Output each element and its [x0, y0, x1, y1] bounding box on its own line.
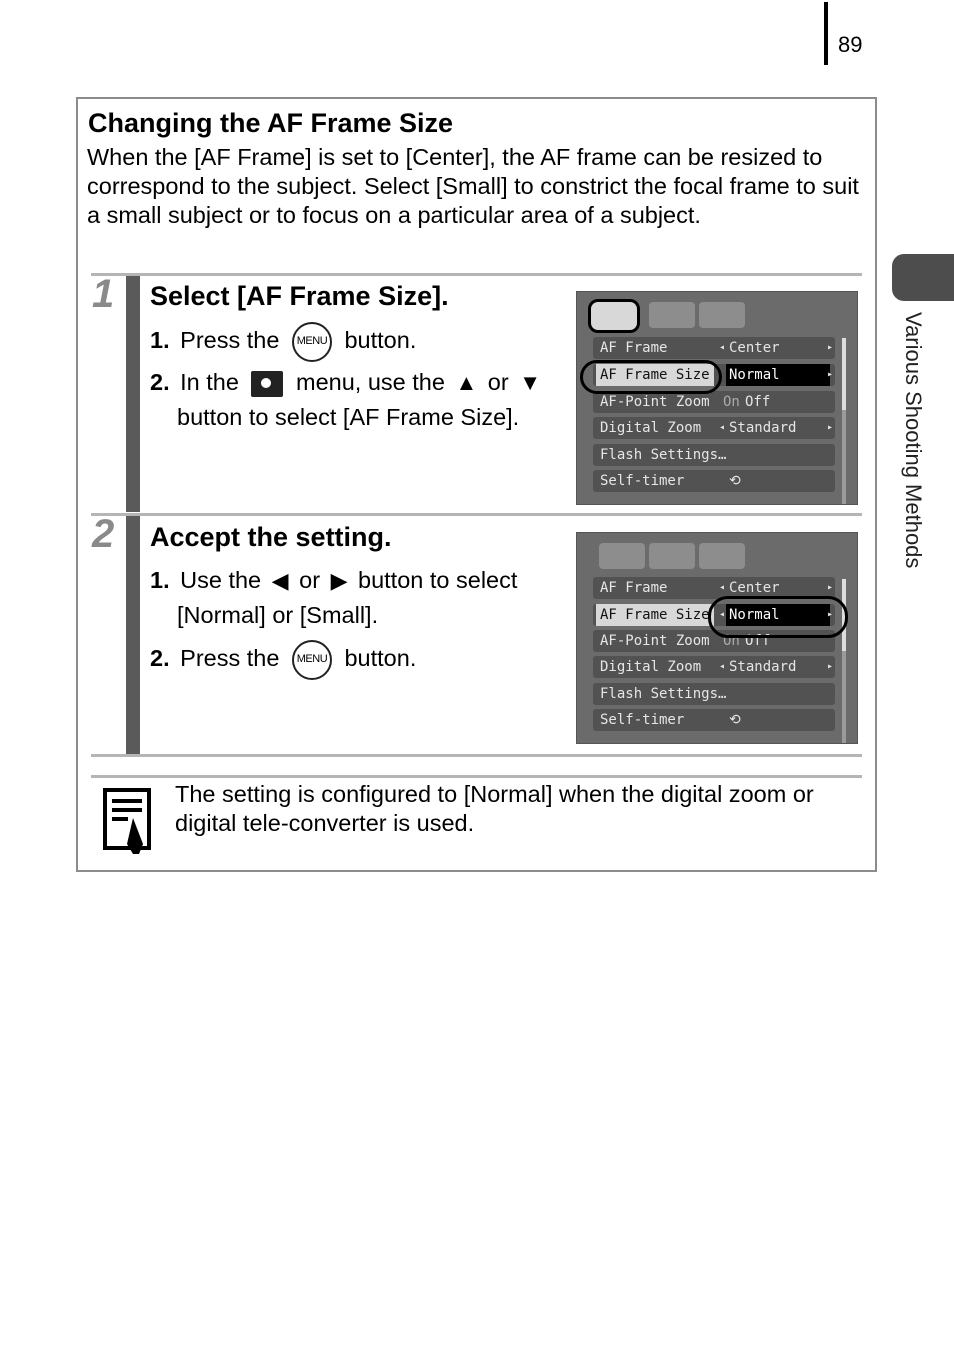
chevron-left-icon: ◂	[719, 422, 726, 433]
row-value: Off	[745, 633, 771, 649]
divider	[91, 754, 862, 757]
chevron-left-icon: ◂	[719, 582, 726, 593]
chevron-right-icon: ▸	[826, 661, 833, 672]
menu-button-icon: MENU	[292, 640, 332, 680]
item-text: In the	[180, 369, 239, 395]
menu-row	[593, 337, 835, 359]
item-text: menu, use the	[296, 369, 445, 395]
row-label: Digital Zoom	[600, 659, 702, 675]
mycamera-tab-icon	[699, 543, 745, 569]
item-number: 2.	[150, 369, 170, 395]
item-text: button.	[344, 327, 417, 354]
row-label: AF Frame	[600, 340, 668, 356]
setup-tab-icon	[649, 543, 695, 569]
box-title: Changing the AF Frame Size	[88, 108, 454, 138]
divider	[91, 513, 862, 516]
chevron-left-icon: ◂	[719, 609, 726, 620]
step-bar	[126, 276, 140, 512]
row-label: Flash Settings…	[600, 686, 727, 702]
row-label: AF Frame Size	[596, 604, 714, 626]
row-label: AF-Point Zoom	[600, 633, 710, 649]
menu-button-icon: MENU	[292, 322, 332, 362]
step-title: Accept the setting.	[150, 522, 392, 552]
item-text: Press the	[180, 645, 280, 672]
menu-row	[593, 683, 835, 705]
camera-tab-icon	[588, 299, 640, 333]
step-bar	[126, 516, 140, 754]
camera-tab-icon	[599, 543, 645, 569]
camera-screen-2	[576, 532, 858, 744]
highlight-ring	[580, 360, 722, 394]
item-text: button to select	[358, 567, 518, 593]
highlight-ring	[708, 596, 848, 638]
menu-row	[593, 417, 835, 439]
row-value: Normal	[726, 364, 830, 386]
scrollbar	[842, 338, 846, 505]
instruction-item	[150, 366, 545, 399]
row-label: AF Frame Size	[596, 364, 714, 386]
divider	[91, 273, 862, 276]
chevron-left-icon: ◂	[719, 342, 726, 353]
note-icon	[103, 788, 151, 856]
item-number: 2.	[150, 645, 170, 672]
mycamera-tab-icon	[699, 302, 745, 328]
item-text: Use the	[180, 567, 262, 593]
item-text: or	[487, 369, 509, 395]
instruction-item	[150, 564, 517, 597]
step-number: 1	[92, 272, 115, 316]
row-value: Normal	[726, 604, 830, 626]
chevron-right-icon: ▸	[826, 342, 833, 353]
step-number: 2	[92, 512, 115, 556]
item-number: 1.	[150, 327, 170, 354]
item-text: Press the	[180, 327, 280, 354]
self-timer-icon: ⟲	[729, 473, 741, 489]
item-continuation: button to select [AF Frame Size].	[177, 404, 520, 430]
note-text: The setting is configured to [Normal] when the digital zoom or digital tele-converter is used.	[175, 781, 814, 836]
row-value: Center	[729, 580, 780, 596]
chevron-right-icon: ▸	[826, 369, 833, 380]
item-text: button.	[344, 645, 417, 672]
setup-tab-icon	[649, 302, 695, 328]
camera-screen-1	[576, 291, 858, 505]
menu-row	[593, 709, 835, 731]
section-tab	[892, 254, 954, 301]
menu-row	[593, 470, 835, 492]
row-label: Digital Zoom	[600, 420, 702, 436]
menu-row	[593, 391, 835, 413]
self-timer-icon: ⟲	[729, 712, 741, 728]
camera-menu-icon	[251, 371, 283, 397]
row-label: Self-timer	[600, 473, 685, 489]
chevron-right-icon: ▸	[826, 609, 833, 620]
down-arrow-icon: ▼	[519, 370, 541, 395]
instruction-item	[150, 640, 416, 680]
row-label: Self-timer	[600, 712, 685, 728]
box-description: When the [AF Frame] is set to [Center], the AF frame can be resized to correspond to the subject. Select [Small] to constrict the focal frame to suit a small subject or to focus on a particular area of a subject.	[87, 144, 859, 228]
menu-row	[593, 444, 835, 466]
step-title: Select [AF Frame Size].	[150, 281, 449, 311]
right-arrow-icon: ▶	[330, 568, 348, 593]
menu-row	[593, 656, 835, 678]
row-label: AF Frame	[600, 580, 668, 596]
item-number: 1.	[150, 567, 170, 593]
divider	[91, 775, 862, 778]
row-alt-value: On	[723, 633, 740, 649]
row-label: Flash Settings…	[600, 447, 727, 463]
section-label: Various Shooting Methods	[901, 312, 926, 569]
page-number: 89	[838, 32, 863, 57]
row-value: Standard	[729, 420, 797, 436]
row-value: Standard	[729, 659, 797, 675]
chevron-right-icon: ▸	[826, 582, 833, 593]
left-arrow-icon: ◀	[271, 568, 289, 593]
row-alt-value: On	[723, 394, 740, 410]
chevron-right-icon: ▸	[826, 422, 833, 433]
up-arrow-icon: ▲	[455, 370, 478, 395]
row-label: AF-Point Zoom	[600, 394, 710, 410]
item-text: or	[299, 567, 321, 593]
instruction-item	[150, 322, 416, 362]
row-value: Off	[745, 394, 771, 410]
chevron-left-icon: ◂	[719, 661, 726, 672]
row-value: Center	[729, 340, 780, 356]
page-divider	[824, 2, 828, 65]
item-continuation: [Normal] or [Small].	[177, 602, 379, 628]
